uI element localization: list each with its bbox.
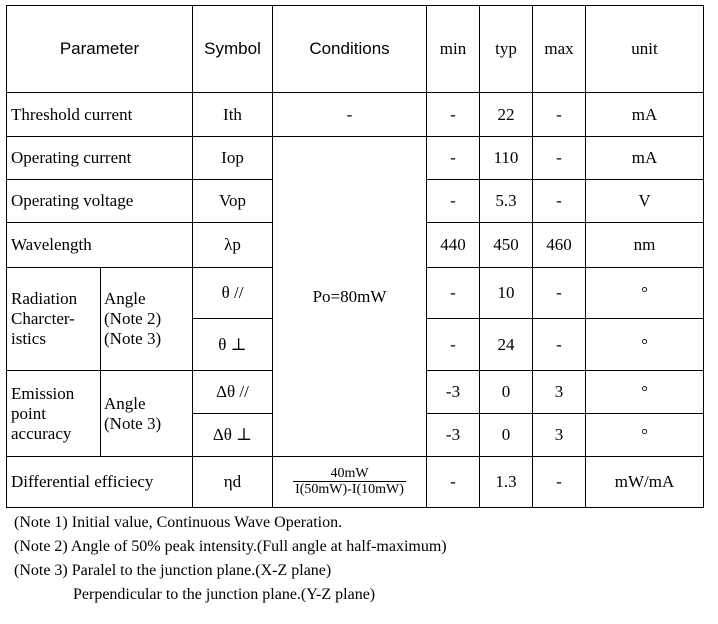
- min-cell: -: [427, 93, 480, 137]
- table-row-threshold-current: [7, 93, 704, 137]
- header-min: min: [427, 6, 480, 93]
- note-3-continuation: Perpendicular to the junction plane.(Y-Z plane): [73, 586, 376, 603]
- footnotes: [14, 511, 447, 607]
- header-conditions: Conditions: [273, 6, 427, 93]
- symbol-cell: Δθ //: [193, 371, 273, 414]
- emission-line-3: accuracy: [11, 423, 72, 443]
- emission-group-label: [7, 371, 101, 457]
- header-unit: unit: [586, 6, 704, 93]
- min-cell: -: [427, 457, 480, 508]
- parameter-cell: Wavelength: [7, 223, 193, 268]
- min-cell: -3: [427, 371, 480, 414]
- min-cell: -: [427, 319, 480, 371]
- header-parameter: Parameter: [7, 6, 193, 93]
- symbol-cell: Iop: [193, 137, 273, 180]
- typ-cell: 110: [480, 137, 533, 180]
- min-cell: -: [427, 137, 480, 180]
- emission-line-1: Emission: [11, 383, 75, 403]
- conditions-fraction-cell: [273, 457, 427, 508]
- max-cell: -: [533, 319, 586, 371]
- typ-cell: 22: [480, 93, 533, 137]
- table-row-differential-efficiency: [7, 457, 704, 508]
- max-cell: 460: [533, 223, 586, 268]
- unit-cell: °: [586, 268, 704, 319]
- emission-angle-label: [101, 371, 193, 457]
- radiation-sub-line-2: (Note 2): [104, 309, 162, 328]
- radiation-line-2: Charcter-: [11, 309, 75, 328]
- fraction-numerator: 40mW: [293, 466, 406, 482]
- max-cell: -: [533, 457, 586, 508]
- max-cell: 3: [533, 414, 586, 457]
- typ-cell: 450: [480, 223, 533, 268]
- typ-cell: 5.3: [480, 180, 533, 223]
- unit-cell: °: [586, 414, 704, 457]
- emission-line-2: point: [11, 403, 46, 423]
- header-typ: typ: [480, 6, 533, 93]
- unit-cell: °: [586, 371, 704, 414]
- emission-sub-line-2: (Note 3): [104, 413, 162, 433]
- min-cell: -: [427, 268, 480, 319]
- unit-cell: mA: [586, 93, 704, 137]
- max-cell: -: [533, 180, 586, 223]
- symbol-cell: Vop: [193, 180, 273, 223]
- max-cell: 3: [533, 371, 586, 414]
- header-symbol: Symbol: [193, 6, 273, 93]
- conditions-cell: -: [273, 93, 427, 137]
- typ-cell: 10: [480, 268, 533, 319]
- symbol-cell: θ //: [193, 268, 273, 319]
- unit-cell: °: [586, 319, 704, 371]
- shared-conditions-cell: Po=80mW: [273, 137, 427, 457]
- max-cell: -: [533, 268, 586, 319]
- unit-cell: nm: [586, 223, 704, 268]
- typ-cell: 0: [480, 414, 533, 457]
- note-3: (Note 3) Paralel to the junction plane.(X-Z plane): [14, 562, 332, 579]
- max-cell: -: [533, 93, 586, 137]
- emission-sub-line-1: Angle: [104, 393, 146, 413]
- symbol-cell: Δθ ⊥: [193, 414, 273, 457]
- parameter-cell: Operating current: [7, 137, 193, 180]
- unit-cell: mW/mA: [586, 457, 704, 508]
- symbol-cell: Ith: [193, 93, 273, 137]
- parameter-cell: Differential efficiecy: [7, 457, 193, 508]
- fraction-denominator: I(50mW)-I(10mW): [295, 482, 404, 497]
- radiation-sub-line-3: (Note 3): [104, 329, 162, 348]
- parameter-cell: Threshold current: [7, 93, 193, 137]
- unit-cell: mA: [586, 137, 704, 180]
- radiation-line-1: Radiation: [11, 289, 78, 308]
- note-2: (Note 2) Angle of 50% peak intensity.(Full angle at half-maximum): [14, 538, 447, 555]
- parameter-cell: Operating voltage: [7, 180, 193, 223]
- radiation-line-3: istics: [11, 329, 46, 348]
- max-cell: -: [533, 137, 586, 180]
- header-row: [7, 6, 704, 93]
- laser-spec-table: [6, 5, 704, 508]
- typ-cell: 1.3: [480, 457, 533, 508]
- table-row-operating-current: [7, 137, 704, 180]
- min-cell: 440: [427, 223, 480, 268]
- typ-cell: 24: [480, 319, 533, 371]
- radiation-angle-label: [101, 268, 193, 371]
- unit-cell: V: [586, 180, 704, 223]
- note-1: (Note 1) Initial value, Continuous Wave Operation.: [14, 514, 343, 531]
- header-max: max: [533, 6, 586, 93]
- radiation-sub-line-1: Angle: [104, 289, 146, 308]
- symbol-cell: θ ⊥: [193, 319, 273, 371]
- conditions-fraction: [293, 466, 406, 497]
- symbol-cell: λp: [193, 223, 273, 268]
- radiation-group-label: [7, 268, 101, 371]
- typ-cell: 0: [480, 371, 533, 414]
- min-cell: -: [427, 180, 480, 223]
- symbol-cell: ηd: [193, 457, 273, 508]
- min-cell: -3: [427, 414, 480, 457]
